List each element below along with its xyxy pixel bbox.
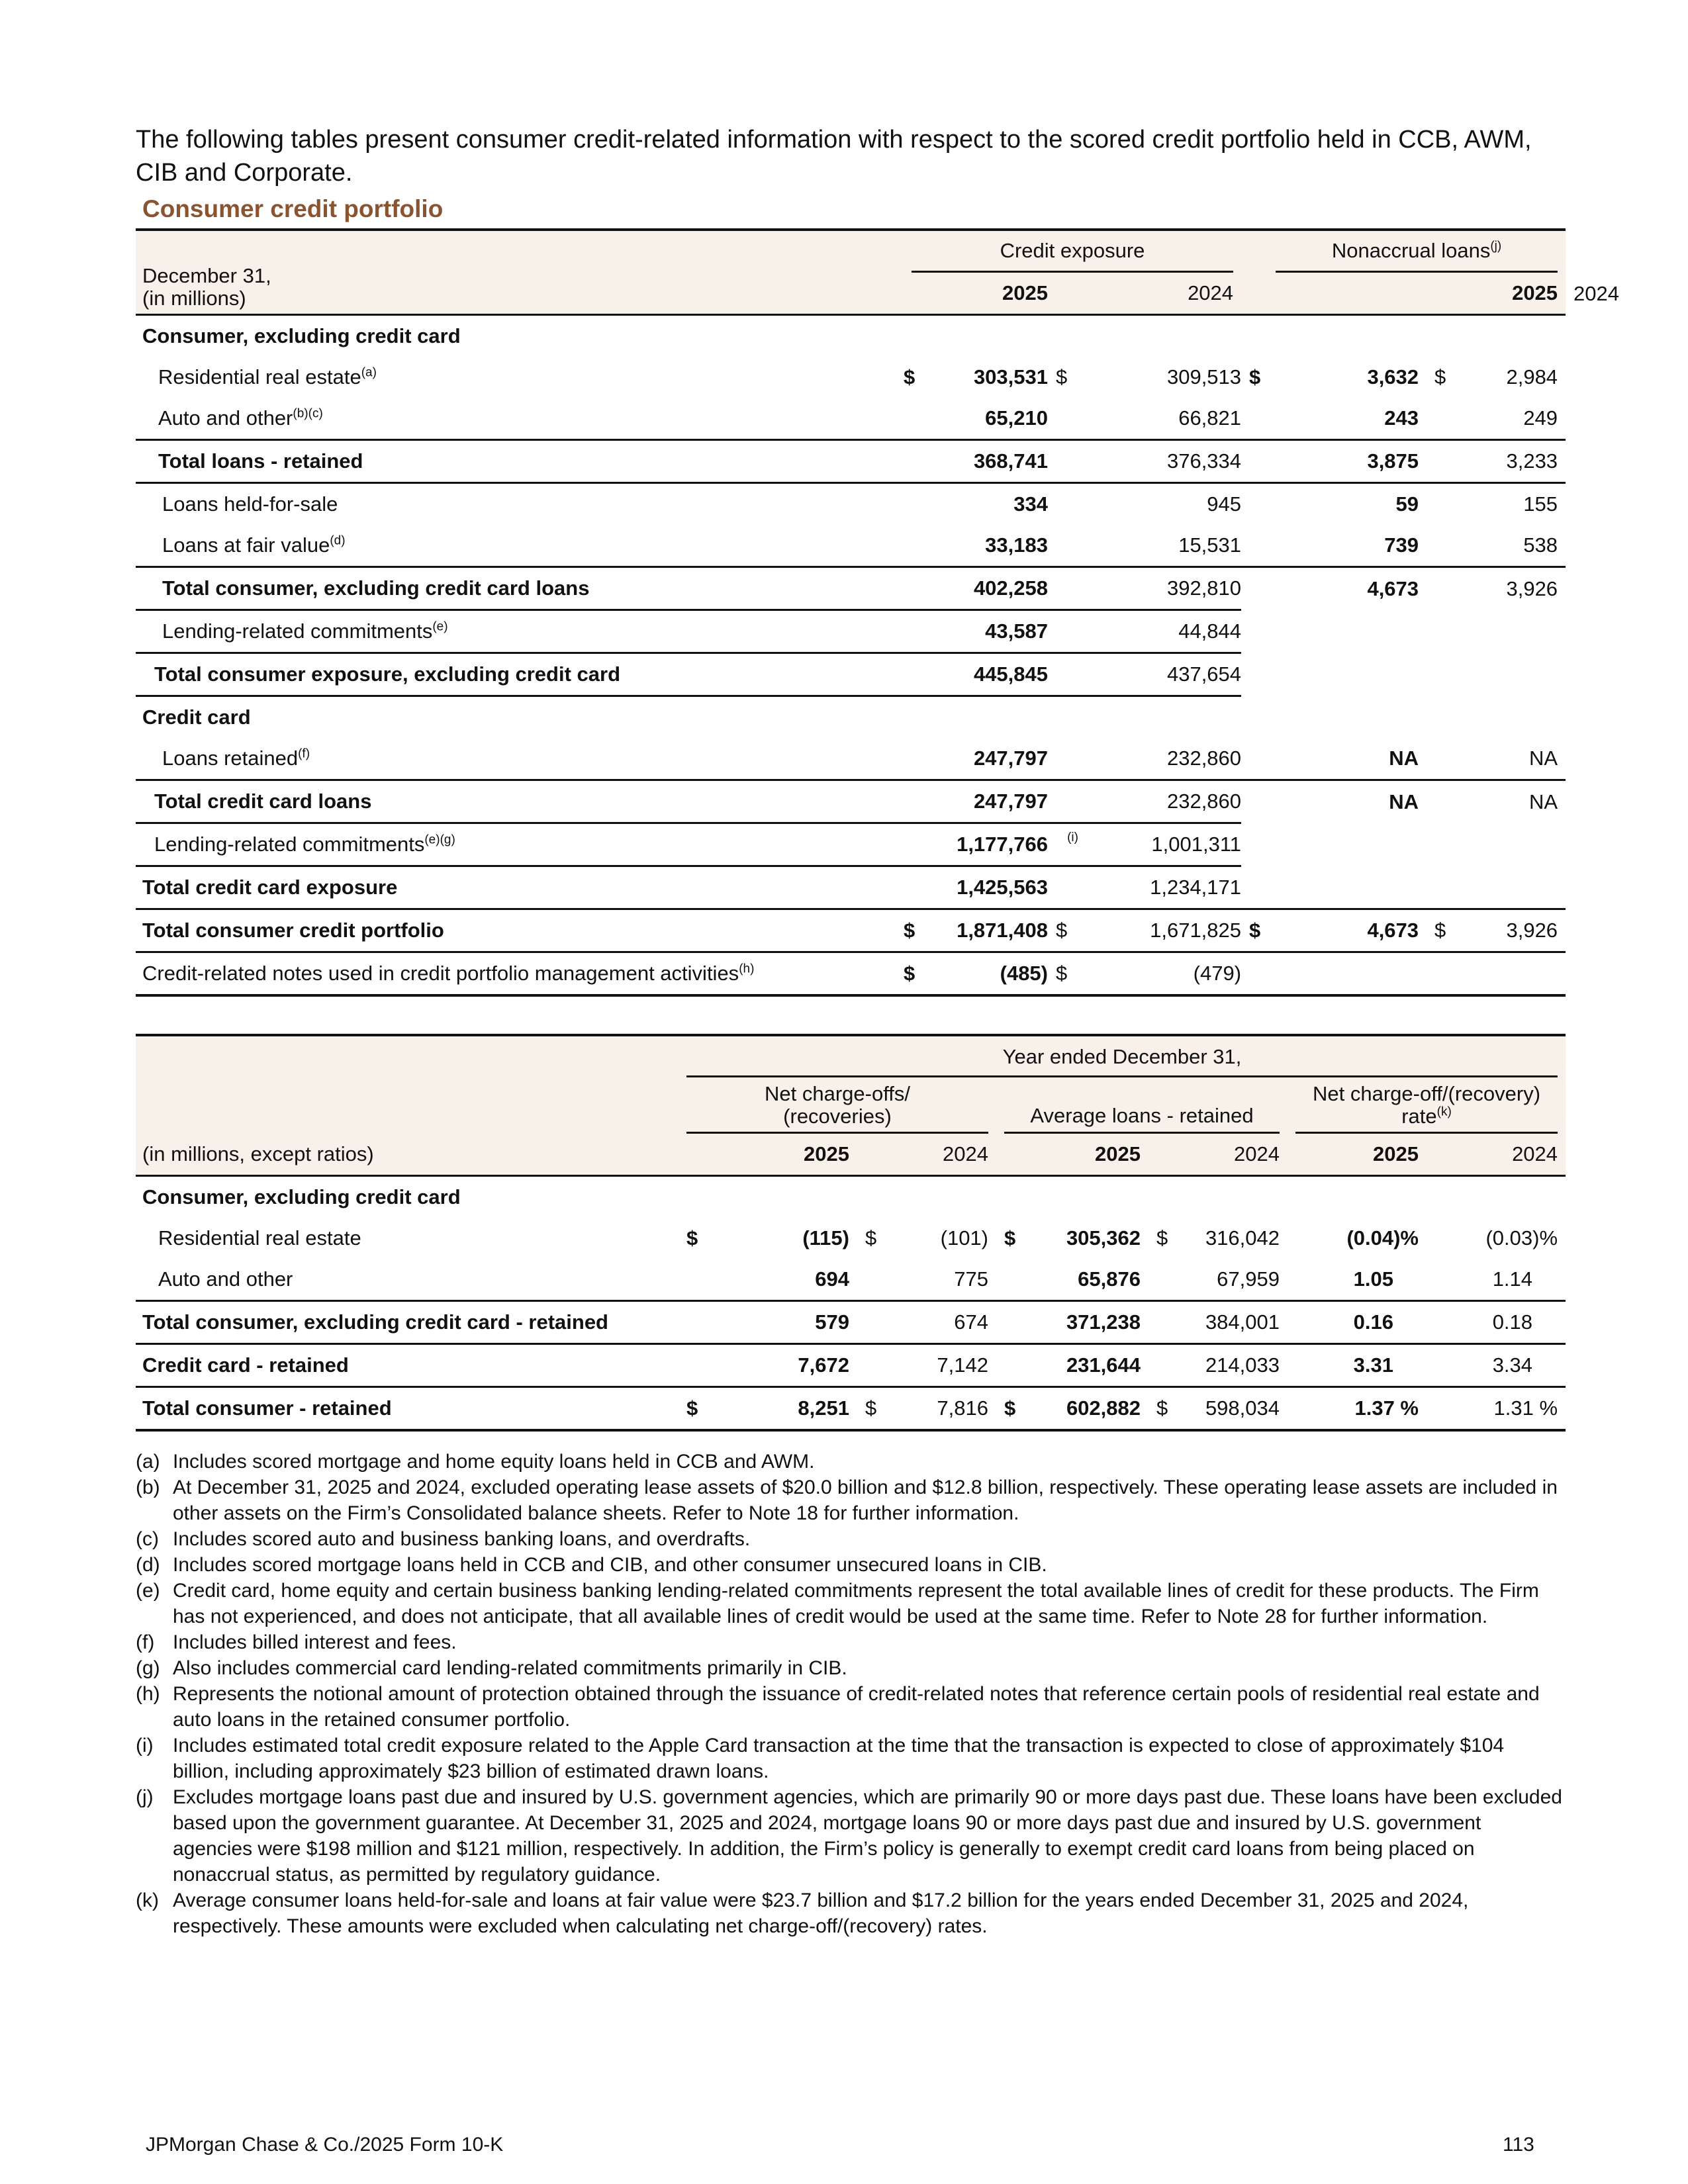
footnote-key: (c) [136,1528,159,1550]
cell-value: 579 [679,1301,857,1344]
row-label: Lending-related commitments [162,619,433,643]
footnote [136,1629,1566,1655]
cell-value: 1,234,171 [1150,876,1242,899]
cell-value: 1.05 [1353,1267,1393,1291]
cell-value: (485) [930,952,1056,996]
table-row: Auto and other$^{(b)(c)}$ 65,210 66,821 243 249 [136,398,1566,440]
header-year-ended: Year ended December 31, [679,1035,1566,1077]
col-group-nco: Net charge-offs/ (recoveries) [679,1077,996,1134]
footnote-key: (j) [136,1786,154,1808]
footnote-text: Includes scored mortgage loans held in CCB and CIB, and other consumer unsecured loans in CIB. [173,1554,1047,1576]
cell-value: 232,860 [1166,747,1242,770]
footnote-key: (b) [136,1477,160,1498]
cell-value: (479) [1193,962,1242,985]
document-page [136,123,1620,1939]
row-label: Residential real estate [158,1226,361,1250]
footnote [136,1475,1566,1526]
table-row: Credit-related notes used in credit portfolio management activities$^{(h)}$ $ (485) $ (479) [136,952,1566,996]
header-label [136,230,904,315]
row-label: Total consumer, excluding credit card - retained [136,1301,679,1344]
row-label: Total consumer credit portfolio [136,909,904,952]
cell-value: 33,183 [985,533,1048,557]
cell-value: 4,673 [1268,909,1427,952]
table-row [136,440,1566,483]
cell-value: 15,531 [1178,533,1242,557]
cell-value: (101) [940,1226,988,1250]
consumer-credit-portfolio-table [136,228,1620,997]
row-label: Total consumer - retained [136,1387,679,1431]
currency-symbol: $ [1056,365,1068,388]
footnote-text: Credit card, home equity and certain business banking lending-related commitments represent the total available lines of credit for these products. The Firm has not experienced, and does not anticipate, that all available lines of credit would be used at the same time. Refer to Note 28 for further information. [173,1580,1539,1627]
row-label: Total consumer, excluding credit card loans [136,567,904,610]
cell-value: 445,845 [930,653,1056,696]
cell-value: NA [1268,780,1427,823]
cell-value: 1.14 [1492,1267,1533,1291]
cell-value: 1.37 % [1288,1387,1427,1431]
cell-value: (0.04)% [1346,1226,1419,1250]
cell-value: 1,871,408 [930,909,1056,952]
footnote-key: (d) [136,1554,160,1576]
col-group-rate: Net charge-off/(recovery) rate$^{(k)}$ [1288,1077,1566,1134]
row-label: Total consumer exposure, excluding credit card [136,653,904,696]
cell-value: 3,926 [1506,919,1558,942]
cell-value: 243 [1384,406,1419,430]
cell-value: 249 [1523,406,1558,430]
cell-value: 7,142 [857,1344,996,1387]
cell-value: 247,797 [930,780,1056,823]
row-label: Total loans - retained [136,440,904,483]
footnote-key: (i) [136,1735,154,1756]
table-row [136,1259,1566,1301]
row-label: Credit card [136,696,904,739]
footnotes [136,1449,1566,1939]
table-row [136,1301,1566,1344]
cell-value: NA [1389,747,1419,770]
table-row [136,1344,1566,1387]
cell-value: 316,042 [1205,1226,1280,1250]
cell-value: 775 [954,1267,988,1291]
table-row [136,696,1566,739]
cell-value: 0.16 [1288,1301,1427,1344]
cell-value: 1,177,766 [957,833,1048,856]
table-row: Loans retained$^{(f)}$ 247,797 232,860 NA NA [136,738,1566,780]
table-row [136,1176,1566,1218]
footnote-text: At December 31, 2025 and 2024, excluded operating lease assets of $20.0 billion and $12.8 billion, respectively. These operating lease assets are included in other assets on the Firm’s Consolidated balance sheets. Refer to Note 18 for further information. [173,1477,1558,1524]
header-row-years: (in millions, except ratios) 2025 2024 2025 2024 2025 2024 [136,1134,1566,1176]
cell-value: 739 [1384,533,1419,557]
cell-value: 214,033 [1149,1344,1288,1387]
cell-value: 694 [815,1267,849,1291]
cell-value: 602,882 [1066,1396,1141,1420]
table-row: Total consumer - retained $ 8,251 $ 7,816 $ 602,882 $ 598,034 1.37 % 1.31 % [136,1387,1566,1431]
header-row-span [136,1035,1566,1077]
table-row: Residential real estate $ (115) $ (101) $ 305,362 $ 316,042 (0.04)% (0.03)% [136,1218,1566,1259]
table-row: Loans at fair value$^{(d)}$ 33,183 15,531 739 538 [136,525,1566,567]
footnote [136,1681,1566,1733]
cell-value: 303,531 [973,365,1048,388]
footnote [136,1784,1566,1888]
footnote [136,1888,1566,1939]
footnote-key: (f) [136,1631,155,1653]
cell-value: 3,875 [1268,440,1427,483]
cell-value: 334 [930,483,1056,525]
footnote-text: Excludes mortgage loans past due and insured by U.S. government agencies, which are primarily 90 or more days past due. These loans have been excluded based upon the government guarantee. At December 31, 2025 and 2024, mortgage loans 90 or more days past due and insured by U.S. government agencies were $198 million and $121 million, respectively. In addition, the Firm’s policy is generally to exempt credit card loans from being placed on nonaccrual status, as permitted by regulatory guidance. [173,1786,1562,1886]
row-label: Lending-related commitments [154,833,425,856]
cell-value: 402,258 [930,567,1056,610]
cell-value: 437,654 [1166,662,1242,686]
intro-paragraph: The following tables present consumer credit-related information with respect to the scored credit portfolio held in CCB, AWM, CIB and Corporate. [136,126,1532,187]
footnote-text: Includes billed interest and fees. [173,1631,457,1653]
table-row [136,866,1566,909]
row-label: Credit card - retained [136,1344,679,1387]
header-row-years: 2025 2024 2025 2024 [136,273,1566,315]
cell-value: 3,233 [1427,440,1566,483]
row-label: Credit-related notes used in credit portfolio management activities [142,962,739,985]
footnote-text: Also includes commercial card lending-related commitments primarily in CIB. [173,1657,847,1679]
table-row [136,567,1566,610]
col-group-credit-exposure: Credit exposure [904,230,1241,273]
cell-value: 7,672 [679,1344,857,1387]
cell-value: 305,362 [1066,1226,1141,1250]
table-row [136,780,1566,823]
currency-symbol: $ [1056,962,1068,985]
footnote-text: Average consumer loans held-for-sale and loans at fair value were $23.7 billion and $17.2 billion for the years ended December 31, 2025 and 2024, respectively. These amounts were excluded when calculating net charge-off/(recovery) rates. [173,1889,1469,1937]
table-row: Total consumer credit portfolio $ 1,871,408 $ 1,671,825 $ 4,673 $ 3,926 [136,909,1566,952]
cell-value: 43,587 [930,610,1056,653]
table-row [136,483,1566,525]
cell-value: 1,425,563 [930,866,1056,909]
cell-value: 371,238 [996,1301,1149,1344]
col-na-2025: 2025 [1268,273,1566,315]
cell-value: 674 [857,1301,996,1344]
cell-value: NA [1427,780,1566,823]
footnote-key: (g) [136,1657,160,1679]
table-row: Residential real estate$^{(a)}$ $ 303,531 $ 309,513 $ 3,632 $ 2,984 [136,357,1566,398]
cell-value: 65,876 [1078,1267,1141,1291]
cell-value: 0.18 [1427,1301,1566,1344]
footnote-text: Includes scored auto and business banking loans, and overdrafts. [173,1528,751,1550]
cell-value: 3,632 [1367,365,1419,388]
row-label: Loans retained [162,747,299,770]
cell-value: 2,984 [1506,365,1558,388]
cell-value: 945 [1207,492,1242,516]
col-ce-2025: 2025 [904,273,1056,315]
cell-value: NA [1528,747,1558,770]
cell-value: 232,860 [1166,790,1242,813]
cell-value: 155 [1427,483,1566,525]
cell-value: 1,671,825 [1150,919,1242,942]
footnote-key: (h) [136,1683,160,1705]
cell-value: 3.31 [1288,1344,1427,1387]
row-label: Auto and other [158,1267,293,1291]
cell-value: 44,844 [1178,619,1242,643]
cell-value: 1.31 % [1427,1387,1566,1431]
cell-value: 368,741 [930,440,1056,483]
cell-value: 1,001,311 [1151,833,1242,856]
row-label: Total credit card exposure [136,866,904,909]
row-label: Consumer, excluding credit card [136,1176,679,1218]
cell-value: 8,251 [798,1396,849,1420]
footnote [136,1655,1566,1681]
footnote [136,1733,1566,1784]
cell-value: 4,673 [1268,567,1427,610]
cell-value: 67,959 [1217,1267,1280,1291]
footnote-key: (a) [136,1451,160,1473]
cell-value: (0.03)% [1485,1226,1558,1250]
row-label: Auto and other [158,406,293,430]
footnote-text: Includes scored mortgage and home equity loans held in CCB and AWM. [173,1451,815,1473]
footer-left: JPMorgan Chase & Co./2025 Form 10-K [146,2134,504,2156]
footnote-text: Includes estimated total credit exposure related to the Apple Card transaction at the time that the transaction is expected to close of approximately $104 billion, including approximately $23 billion of estimated drawn loans. [173,1735,1505,1782]
col-ce-2024: 2024 [1056,273,1241,315]
currency-symbol: $ [1056,919,1068,942]
cell-value: 538 [1523,533,1558,557]
header-label-line2: (in millions) [142,287,246,310]
cell-value: (115) [802,1226,849,1250]
footnote-text: Represents the notional amount of protection obtained through the issuance of credit-related notes that reference certain pools of residential real estate and auto loans in the retained consumer portfolio. [173,1683,1540,1731]
cell-value: 66,821 [1178,406,1242,430]
cell-value: 7,816 [937,1396,988,1420]
cell-value: 376,334 [1166,449,1242,473]
net-charge-offs-table [136,1034,1566,1432]
table-row: Lending-related commitments$^{(e)(g)}$ 1,177,766 (i) 1,001,311 [136,823,1566,866]
cell-value: 247,797 [973,747,1048,770]
col-group-nonaccrual [1268,230,1566,273]
cell-value: 3.34 [1427,1344,1566,1387]
footnote [136,1449,1566,1475]
footnote [136,1552,1566,1578]
table-row [136,653,1566,696]
header-row-groups [136,1077,1566,1134]
header-label: (in millions, except ratios) [136,1134,679,1176]
footnote-key: (e) [136,1580,160,1602]
footnote-marker: (i) [1067,831,1078,844]
cell-value: 309,513 [1166,365,1242,388]
row-label: Consumer, excluding credit card [136,315,904,357]
footnote [136,1578,1566,1629]
cell-value: 392,810 [1166,576,1242,600]
cell-value: 65,210 [985,406,1048,430]
row-label: Total credit card loans [136,780,904,823]
footnote [136,1526,1566,1552]
section-title: Consumer credit portfolio [142,195,444,222]
nonaccrual-sup: (j) [1490,239,1502,253]
cell-value: 384,001 [1149,1301,1288,1344]
footnote-key: (k) [136,1889,159,1911]
col-group-avg-loans: Average loans - retained [996,1077,1288,1134]
row-label: Loans at fair value [162,533,330,557]
cell-value: 598,034 [1205,1396,1280,1420]
cell-value: 3,926 [1427,567,1566,610]
cell-value: 59 [1268,483,1427,525]
header-row-groups [136,230,1566,273]
cell-value: 231,644 [996,1344,1149,1387]
table-row: Lending-related commitments$^{(e)}$ 43,587 44,844 [136,610,1566,653]
row-label: Loans held-for-sale [136,483,904,525]
nonaccrual-label: Nonaccrual loans [1331,239,1491,262]
table-row [136,315,1566,357]
page-number: 113 [1503,2134,1534,2156]
header-label-line1: December 31, [142,264,271,287]
row-label: Residential real estate [158,365,361,388]
